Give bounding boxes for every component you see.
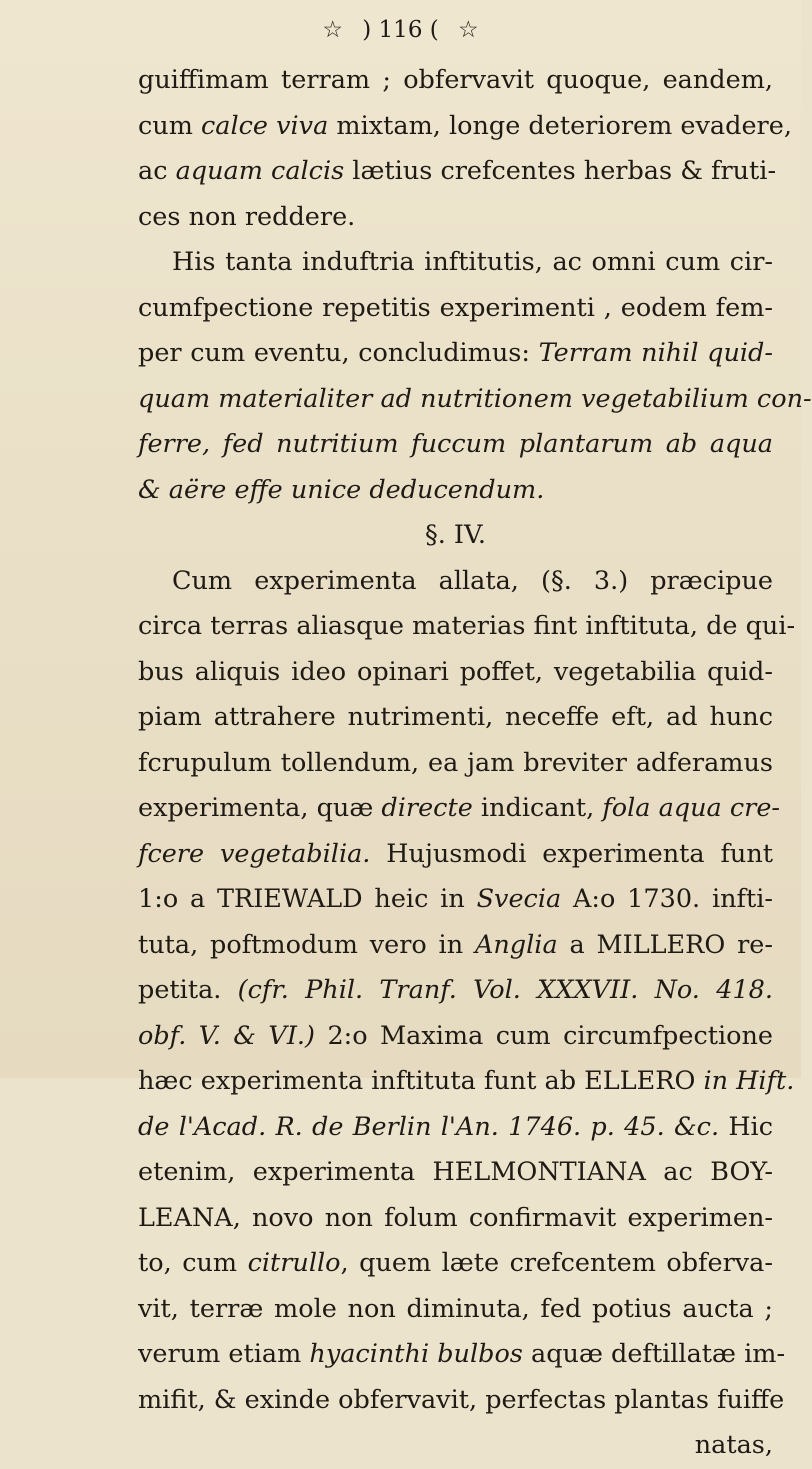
star-ornament-icon: ☆ — [322, 17, 343, 43]
text-line — [138, 468, 773, 514]
text-span: per cum eventu, concludimus: — [138, 338, 539, 368]
text-span: guiffimam terram ; obfervavit quoque, eandem, — [138, 65, 773, 95]
text-span: Cum experimenta allata, (§. 3.) præcipue — [172, 565, 773, 596]
text-span: indicant, — [472, 793, 603, 823]
text-line — [138, 195, 773, 241]
text-span: natas, — [694, 1430, 773, 1460]
text-span: 2:o Maxima cum circumfpectione — [314, 1020, 773, 1051]
page-header — [0, 10, 801, 50]
text-span: Hic — [719, 1111, 773, 1142]
text-line — [138, 1241, 773, 1287]
italic-phrase: quam materialiter ad nutritionem vegetabilium con- — [138, 383, 812, 414]
italic-phrase: directe — [381, 793, 473, 823]
text-line — [138, 877, 773, 923]
text-span: , quem læte crefcentem obferva- — [340, 1248, 773, 1278]
text-line — [138, 695, 773, 741]
text-span: aquæ deftillatæ im- — [522, 1339, 786, 1369]
italic-phrase: in Hift. — [703, 1066, 795, 1096]
body-text — [138, 58, 812, 1469]
text-span: §. IV. — [424, 520, 487, 550]
text-span: fcrupulum tollendum, ea jam breviter adferamus — [138, 747, 773, 778]
text-line — [138, 1287, 773, 1333]
text-span: A:o 1730. infti- — [561, 884, 774, 914]
text-line — [138, 377, 812, 423]
text-line — [138, 1105, 773, 1151]
star-ornament-icon: ☆ — [458, 17, 479, 43]
text-line — [138, 331, 773, 377]
italic-phrase: fcere vegetabilia. — [138, 838, 371, 869]
italic-phrase: fola aqua cre- — [602, 793, 781, 823]
text-line — [138, 1332, 786, 1378]
text-span: etenim, experimenta HELMONTIANA ac BOY- — [138, 1157, 773, 1187]
text-span: LEANA, novo non folum confirmavit experimen- — [138, 1202, 773, 1233]
text-line — [138, 923, 773, 969]
text-span: verum etiam — [138, 1339, 310, 1369]
text-line — [138, 650, 773, 696]
text-span: to, cum — [138, 1248, 248, 1278]
text-line — [138, 104, 792, 150]
text-line — [138, 58, 773, 104]
text-line — [138, 968, 773, 1014]
text-line — [138, 422, 773, 468]
text-line — [138, 149, 777, 195]
text-line — [138, 1014, 773, 1060]
italic-phrase: obf. V. & VI.) — [138, 1020, 315, 1051]
section-heading — [138, 513, 773, 559]
italic-phrase: de l'Acad. R. de Berlin l'An. 1746. p. 45. &c. — [138, 1111, 720, 1142]
text-span: cum — [138, 110, 201, 141]
text-line — [138, 1196, 773, 1242]
italic-phrase: citrullo — [247, 1248, 341, 1278]
text-line — [138, 1059, 795, 1105]
text-span: mifit, & exinde obfervavit, perfectas plantas fuiffe — [138, 1384, 785, 1415]
text-span: cumfpectione repetitis experimenti , eodem fem- — [138, 292, 773, 323]
text-line — [138, 1378, 785, 1424]
text-line — [138, 1423, 773, 1469]
text-span: mixtam, longe deteriorem evadere, — [328, 110, 792, 141]
text-span: lætius crefcentes herbas & fruti- — [344, 156, 777, 186]
italic-phrase: Terram nihil quid- — [538, 338, 773, 368]
text-span: hæc experimenta inftituta funt ab ELLERO — [138, 1066, 704, 1096]
text-line — [138, 832, 773, 878]
text-span: 1:o a TRIEWALD heic in — [138, 884, 477, 914]
italic-phrase: ferre, fed nutritium fuccum plantarum ab aqua — [138, 429, 773, 459]
text-span: petita. — [138, 975, 238, 1005]
text-span: vit, terræ mole non diminuta, fed potius aucta ; — [138, 1293, 773, 1324]
text-span: Hujusmodi experimenta funt — [370, 838, 773, 869]
text-span: circa terras aliasque materias fint inftituta, de qui- — [138, 611, 796, 641]
text-span: bus aliquis ideo opinari poffet, vegetabilia quid- — [138, 656, 773, 687]
text-span: piam attrahere nutrimenti, neceffe eft, ad hunc — [138, 702, 773, 732]
text-line — [138, 604, 796, 650]
text-span: ac — [138, 156, 176, 186]
text-line — [138, 786, 781, 832]
italic-phrase: Anglia — [474, 929, 558, 960]
italic-phrase: aquam calcis — [175, 156, 345, 186]
text-span: His tanta induftria inftitutis, ac omni cum cir- — [172, 247, 773, 277]
text-line — [138, 559, 773, 605]
text-line — [138, 1150, 773, 1196]
text-span: a MILLERO re- — [557, 929, 773, 960]
italic-phrase: calce viva — [201, 110, 329, 141]
italic-phrase: & aëre effe unice deducendum. — [138, 474, 545, 505]
text-line — [138, 240, 773, 286]
italic-phrase: hyacinthi bulbos — [309, 1339, 523, 1369]
text-span: ces non reddere. — [138, 201, 356, 232]
text-line — [138, 741, 773, 787]
text-span: tuta, poftmodum vero in — [138, 929, 475, 960]
page-number: ) 116 ( — [362, 17, 439, 43]
text-span: experimenta, quæ — [138, 793, 382, 823]
italic-phrase: (cfr. Phil. Tranf. Vol. XXXVII. No. 418. — [237, 975, 773, 1005]
text-line — [138, 286, 773, 332]
italic-phrase: Svecia — [476, 884, 562, 914]
